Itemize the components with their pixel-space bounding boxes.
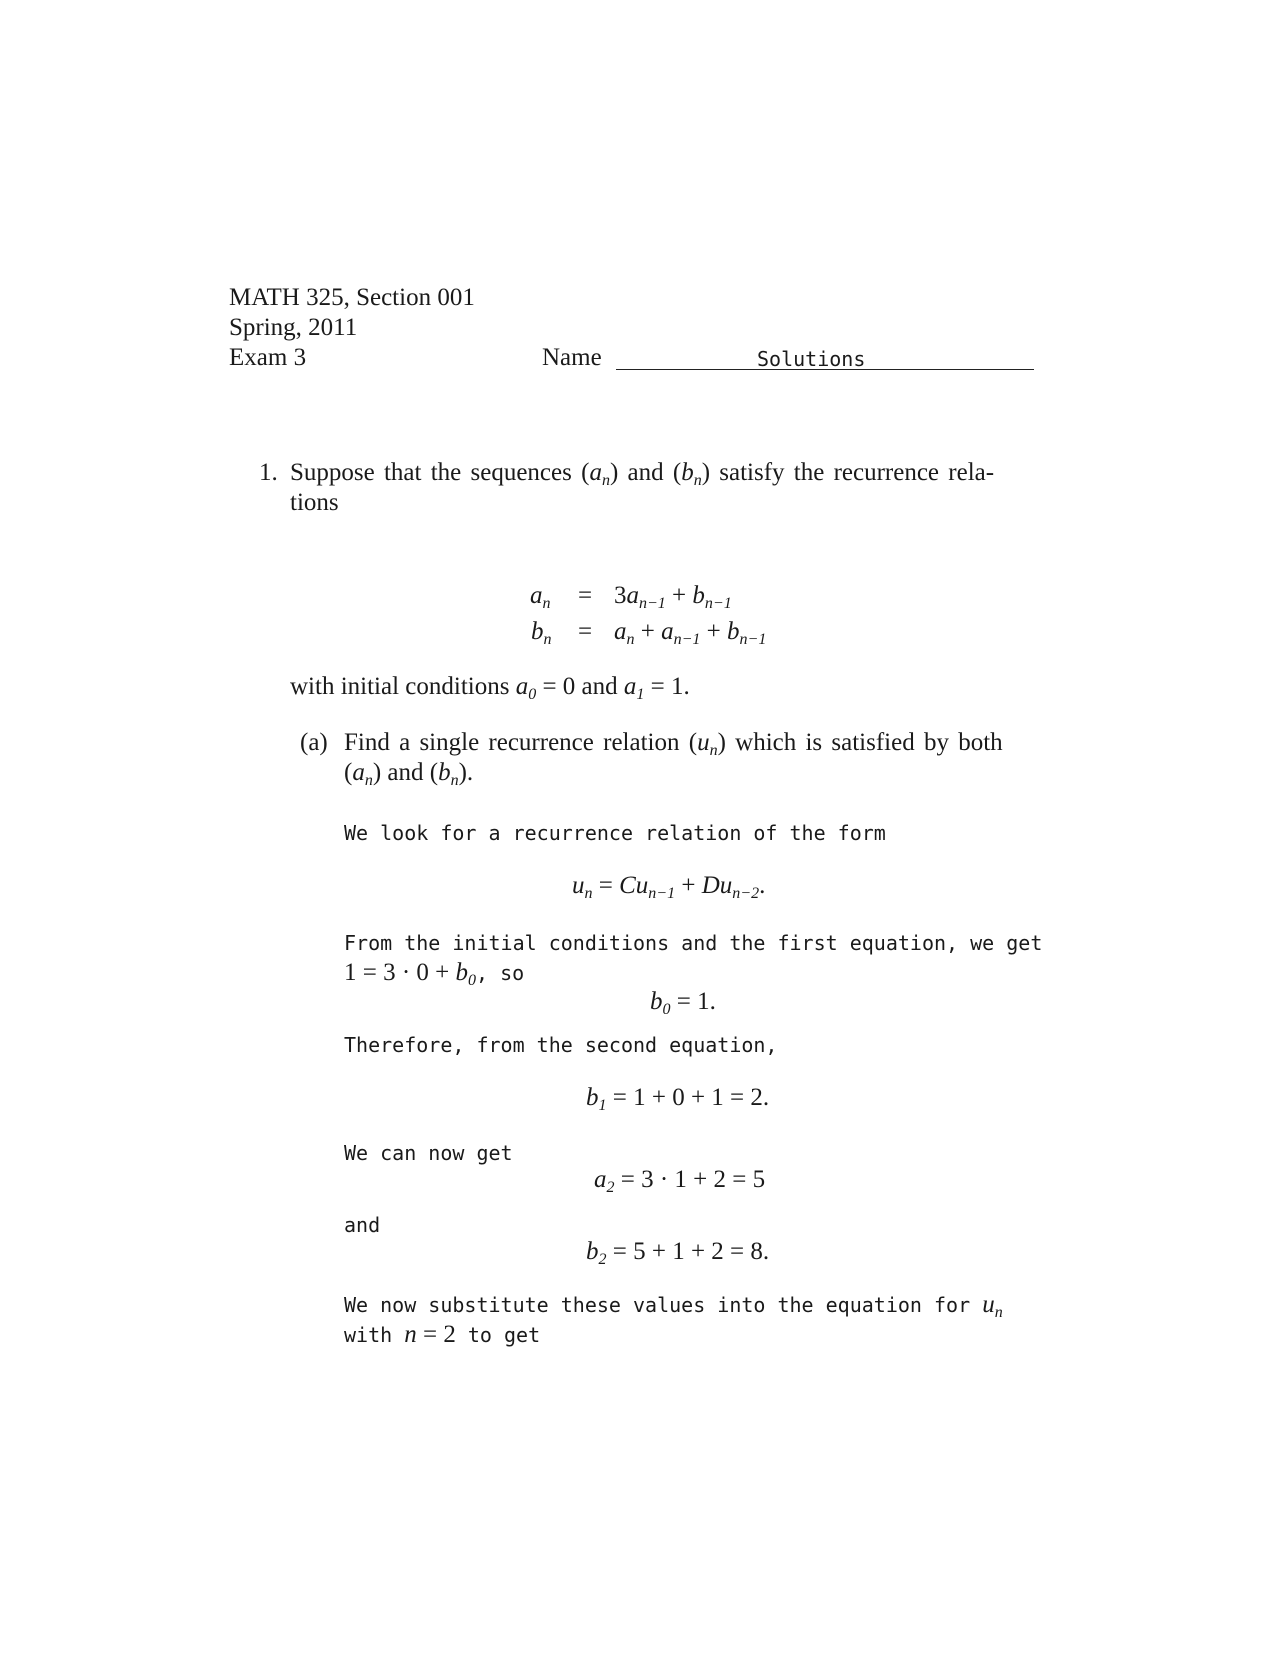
- equation-un-form: $u_n = Cu_{n-1} + Du_{n-2}$.: [572, 872, 766, 902]
- equation-a2: $a_2 = 3 \cdot 1 + 2 = 5$: [594, 1166, 766, 1196]
- name-value: Solutions: [757, 347, 866, 371]
- name-underline: [616, 369, 1034, 370]
- equation-b0: $b_0 = 1$.: [650, 988, 716, 1018]
- solution-line-2: From the initial conditions and the first equation, we get: [344, 931, 1043, 955]
- solution-line-3: $1 = 3 \cdot 0 + b_0$, so: [344, 959, 525, 989]
- term-label: Spring, 2011: [229, 314, 358, 341]
- part-a-line1: Find a single recurrence relation $(u_n)$ which is satisfied by both: [344, 729, 1003, 759]
- part-a-line2: $(a_n)$ and $(b_n)$.: [344, 759, 474, 789]
- system-eq2-rhs: $a_n + a_{n-1} + b_{n-1}$: [614, 618, 767, 648]
- solution-line-6: and: [344, 1213, 381, 1237]
- solution-line-5: We can now get: [344, 1141, 513, 1165]
- solution-line-7: We now substitute these values into the equation for $u_n$: [344, 1291, 1003, 1321]
- solution-line-1: We look for a recurrence relation of the form: [344, 821, 886, 845]
- equation-b2: $b_2 = 5 + 1 + 2 = 8$.: [586, 1238, 770, 1268]
- equation-b1: $b_1 = 1 + 0 + 1 = 2$.: [586, 1084, 770, 1114]
- solution-line-4: Therefore, from the second equation,: [344, 1033, 778, 1057]
- initial-conditions: with initial conditions $a_0 = 0$ and $a_1 = 1$.: [290, 673, 690, 703]
- system-eq2-equals: =: [578, 618, 593, 645]
- course-title: MATH 325, Section 001: [229, 284, 475, 311]
- part-a-label: (a): [300, 729, 328, 756]
- solution-line-8: with n = 2 to get: [344, 1321, 541, 1348]
- problem-intro-line1: Suppose that the sequences $(a_n)$ and $(b_n)$ satisfy the recurrence rela-: [290, 459, 995, 489]
- system-eq1-equals: =: [578, 582, 593, 609]
- system-eq1-lhs: $a_n$: [530, 582, 551, 612]
- problem-intro-line2: tions: [290, 489, 339, 516]
- problem-number: 1.: [259, 459, 278, 486]
- system-eq2-lhs: $b_n$: [531, 618, 552, 648]
- name-label: Name: [542, 344, 602, 371]
- exam-label: Exam 3: [229, 344, 307, 371]
- system-eq1-rhs: $3a_{n-1} + b_{n-1}$: [614, 582, 732, 612]
